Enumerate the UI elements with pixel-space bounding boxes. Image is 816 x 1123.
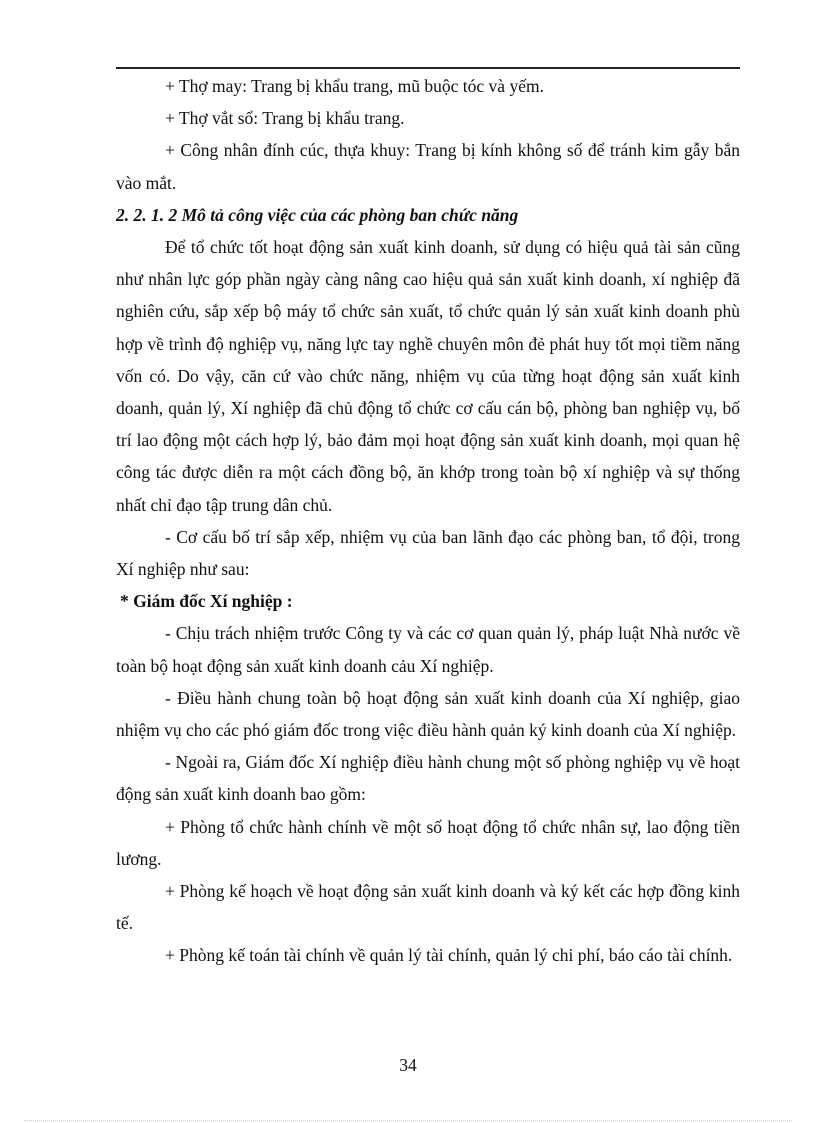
paragraph-director-departments: - Ngoài ra, Giám đốc Xí nghiệp điều hành chung một số phòng nghiệp vụ về hoạt động sản xuất kinh doanh bao gồm: bbox=[116, 752, 740, 805]
document-body bbox=[116, 70, 740, 972]
director-heading: * Giám đốc Xí nghiệp : bbox=[120, 591, 293, 612]
paragraph-button-worker-equipment: + Công nhân đính cúc, thựa khuy: Trang bị kính không số để tránh kim gẫy bắn vào mắt. bbox=[116, 140, 740, 193]
paragraph-structure-intro: - Cơ cấu bố trí sắp xếp, nhiệm vụ của ban lãnh đạo các phòng ban, tổ đội, trong Xí nghiệp như sau: bbox=[116, 526, 740, 580]
paragraph-director-management: - Điều hành chung toàn bộ hoạt động sản xuất kinh doanh của Xí nghiệp, giao nhiệm vụ cho các phó giám đốc trong việc điều hành quản ký kinh doanh của Xí nghiệp. bbox=[116, 687, 740, 741]
page-number: 34 bbox=[399, 1055, 417, 1075]
paragraph-overlocker-equipment: + Thợ vắt sổ: Trang bị khẩu trang. bbox=[165, 108, 405, 129]
paragraph-accounting-department: + Phòng kế toán tài chính về quản lý tài chính, quản lý chi phí, báo cáo tài chính. bbox=[165, 945, 733, 966]
header-rule bbox=[116, 67, 740, 69]
paragraph-tailor-equipment: + Thợ may: Trang bị khẩu trang, mũ buộc tóc và yếm. bbox=[165, 76, 544, 96]
section-heading: 2. 2. 1. 2 Mô tả công việc của các phòng ban chức năng bbox=[116, 204, 519, 225]
paragraph-organization-intro: Để tổ chức tốt hoạt động sản xuất kinh doanh, sử dụng có hiệu quả tài sản cũng như nhân lực góp phần ngày càng nâng cao hiệu quả sản xuất kinh doanh, xí nghiệp đã nghiên cứu, sắp xếp bộ máy tổ chức sản xuất, tổ chức quản lý sản xuất kinh doanh phù hợp về trình độ nghiệp vụ, năng lực tay nghề chuyên môn đẻ phát huy tốt mọi tiềm năng vốn có. Do vậy, căn cứ vào chức năng, nhiệm vụ của từng hoạt động sản xuất kinh doanh, quản lý, Xí nghiệp đã chủ động tổ chức cơ cấu cán bộ, phòng ban nghiệp vụ, bố trí lao động một cách hợp lý, bảo đảm mọi hoạt động sản xuất kinh doanh, mọi quan hệ công tác được diễn ra một cách đồng bộ, ăn khớp trong toàn bộ xí nghiệp và sự thống nhất chỉ đạo tập trung dân chủ. bbox=[116, 237, 740, 515]
paragraph-director-responsibility: - Chịu trách nhiệm trước Công ty và các cơ quan quản lý, pháp luật Nhà nước về toàn bộ hoạt động sản xuất kinh doanh cảu Xí nghiệp. bbox=[116, 623, 740, 676]
paragraph-admin-department: + Phòng tổ chức hành chính về một số hoạt động tổ chức nhân sự, lao động tiền lương. bbox=[116, 816, 740, 869]
paragraph-planning-department: + Phòng kế hoạch về hoạt động sản xuất kinh doanh và ký kết các hợp đồng kinh tế. bbox=[116, 881, 740, 934]
page-bottom-divider bbox=[24, 1120, 792, 1121]
